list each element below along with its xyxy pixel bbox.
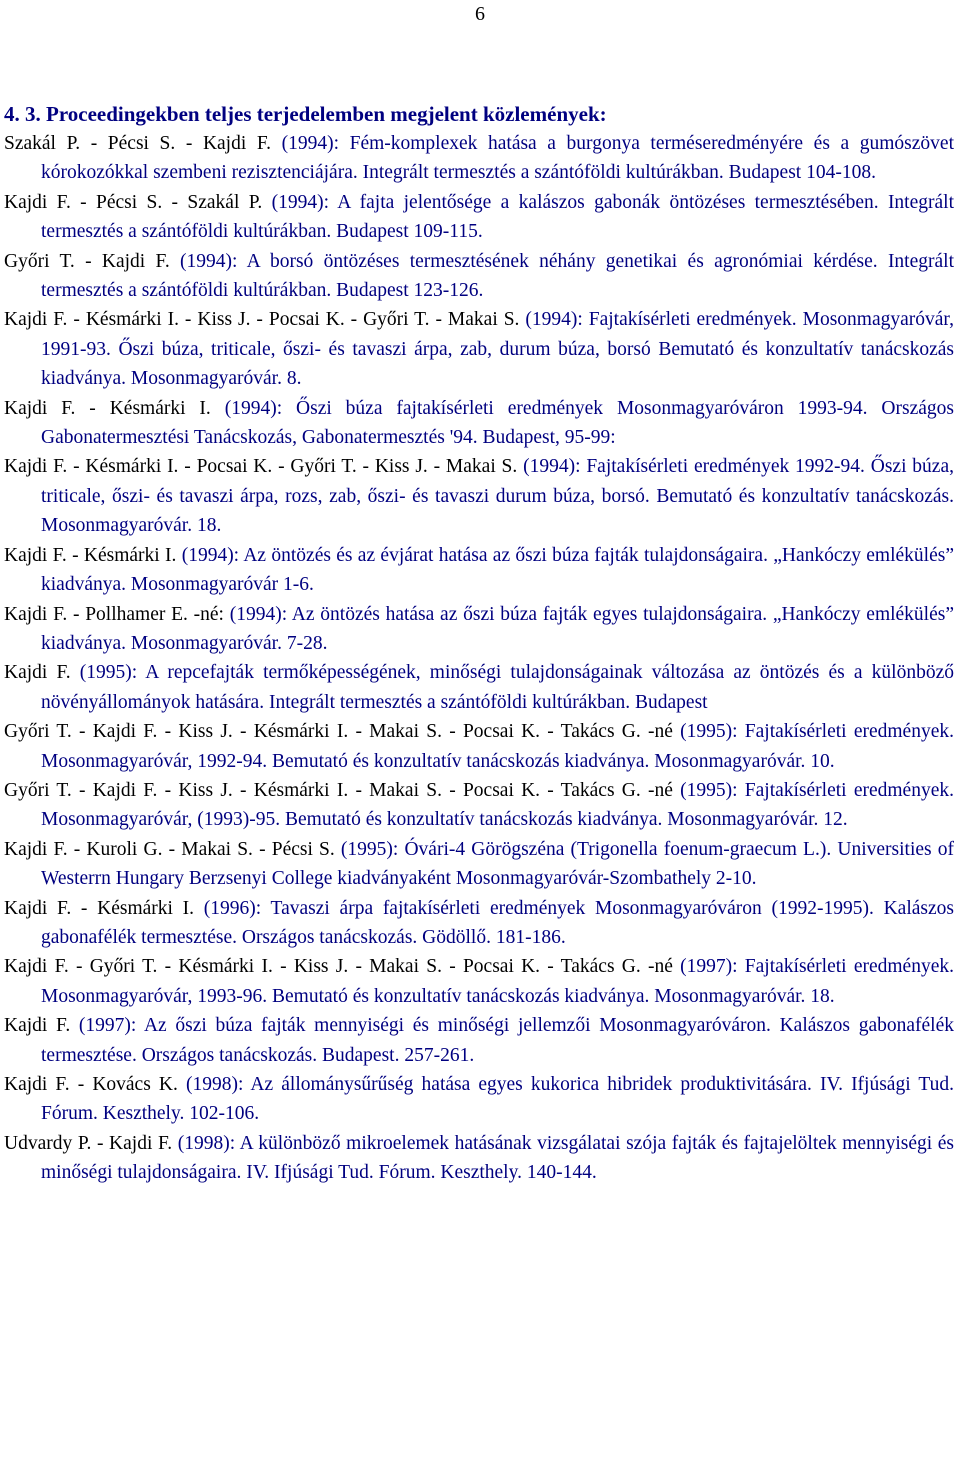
reference-item: [4, 247, 954, 306]
reference-authors: Szakál P. - Pécsi S. - Kajdi F.: [4, 133, 272, 154]
reference-authors: Győri T. - Kajdi F. - Kiss J. - Késmárki I. - Makai S. - Pocsai K. - Takács G. -né: [4, 721, 673, 743]
reference-item: [4, 952, 954, 1011]
reference-authors: Kajdi F. - Kuroli G. - Makai S. - Pécsi S.: [4, 838, 335, 860]
reference-item: [4, 305, 954, 393]
reference-text: (1994): Fajtakísérleti eredmények 1992-94. Őszi búza, triticale, őszi- és tavaszi árpa, rozs, zab, őszi- és tavaszi durum búza, borsó. Bemutató és konzultatív tanácskozás. Mosonmagyaróvár. 18.: [41, 456, 954, 537]
reference-item: [4, 776, 954, 835]
reference-authors: Győri T. - Kajdi F. - Kiss J. - Késmárki I. - Makai S. - Pocsai K. - Takács G. -né: [4, 779, 673, 801]
reference-item: [4, 600, 954, 659]
reference-authors: Kajdi F. - Pécsi S. - Szakál P.: [4, 191, 263, 213]
reference-authors: Kajdi F.: [4, 662, 71, 684]
reference-text: (1998): A különböző mikroelemek hatásának vizsgálatai szója fajták és fajtajelöltek mennyiségi és minőségi tulajdonságaira. IV. Ifjúsági Tud. Fórum. Keszthely. 140-144.: [41, 1132, 955, 1184]
reference-text: (1994): Őszi búza fajtakísérleti eredmények Mosonmagyaróváron 1993-94. Országos Gabonatermesztési Tanácskozás, Gabonatermesztés '94. Budapest, 95-99:: [41, 397, 954, 449]
reference-authors: Kajdi F. - Késmárki I.: [4, 397, 211, 419]
reference-authors: Kajdi F. - Győri T. - Késmárki I. - Kiss J. - Makai S. - Pocsai K. - Takács G. -né: [4, 956, 673, 978]
reference-authors: Kajdi F. - Késmárki I. - Pocsai K. - Győri T. - Kiss J. - Makai S.: [4, 456, 518, 478]
reference-authors: Kajdi F. - Késmárki I. - Kiss J. - Pocsai K. - Győri T. - Makai S.: [4, 309, 520, 331]
reference-text: (1995): A repcefajták termőképességének, minőségi tulajdonságainak változása az öntözés és a különböző növényállományok hatására. Integrált termesztés a szántóföldi kultúrákban. Budapest: [41, 662, 955, 713]
reference-authors: Kajdi F. - Késmárki I.: [4, 897, 195, 919]
reference-authors: Kajdi F. - Késmárki I.: [4, 544, 177, 566]
reference-list: [4, 129, 954, 1188]
document-body: [4, 99, 954, 1188]
reference-item: [4, 1070, 954, 1129]
reference-item: [4, 129, 954, 188]
reference-authors: Kajdi F. - Kovács K.: [4, 1074, 178, 1095]
reference-item: [4, 658, 954, 717]
reference-item: [4, 394, 954, 453]
reference-item: [4, 1129, 954, 1188]
reference-text: (1994): Az öntözés hatása az őszi búza fajták egyes tulajdonságaira. „Hankóczy emlékülés” kiadványa. Mosonmagyaróvár. 7-28.: [41, 603, 954, 654]
reference-item: [4, 452, 954, 540]
reference-text: (1994): A fajta jelentősége a kalászos gabonák öntözéses termesztésében. Integrált termesztés a szántóföldi kultúrákban. Budapest 109-115.: [41, 191, 954, 243]
reference-text: (1998): Az állománysűrűség hatása egyes kukorica hibridek produktivitására. IV. Ifjúsági Tud. Fórum. Keszthely. 102-106.: [41, 1074, 954, 1125]
reference-text: (1994): Fém-komplexek hatása a burgonya terméseredményére és a gumószövet kórokozókkal szembeni rezisztenciájára. Integrált termesztés a szántóföldi kultúrákban. Budapest 104-108.: [41, 133, 954, 184]
reference-authors: Kajdi F. - Pollhamer E. -né:: [4, 603, 224, 625]
reference-item: [4, 894, 954, 953]
reference-authors: Udvardy P. - Kajdi F.: [4, 1132, 173, 1154]
reference-text: (1996): Tavaszi árpa fajtakísérleti eredmények Mosonmagyaróváron (1992-1995). Kalászos gabonafélék termesztése. Országos tanácskozás. Gödöllő. 181-186.: [41, 897, 954, 948]
reference-item: [4, 835, 954, 894]
reference-text: (1994): Az öntözés és az évjárat hatása az őszi búza fajták tulajdonságaira. „Hankóczy emlékülés” kiadványa. Mosonmagyaróvár 1-6.: [41, 544, 954, 596]
reference-text: (1995): Fajtakísérleti eredmények. Mosonmagyaróvár, (1993)-95. Bemutató és konzultatív tanácskozás kiadványa. Mosonmagyaróvár. 12.: [41, 779, 954, 831]
reference-item: [4, 1011, 954, 1070]
reference-authors: Kajdi F.: [4, 1015, 71, 1037]
reference-text: (1994): A borsó öntözéses termesztésének néhány genetikai és agronómiai kérdése. Integrált termesztés a szántóföldi kultúrákban. Budapest 123-126.: [41, 250, 954, 302]
reference-text: (1995): Óvári-4 Görögszéna (Trigonella foenum-graecum L.). Universities of Westerrn Hungary Berzsenyi College kiadványaként Mosonmagyaróvár-Szombathely 2-10.: [41, 838, 954, 890]
reference-text: (1994): Fajtakísérleti eredmények. Mosonmagyaróvár, 1991-93. Őszi búza, triticale, őszi- és tavaszi árpa, zab, durum búza, borsó Bemutató és konzultatív tanácskozás kiadványa. Mosonmagyaróvár. 8.: [41, 309, 954, 390]
reference-text: (1997): Fajtakísérleti eredmények. Mosonmagyaróvár, 1993-96. Bemutató és konzultatív tanácskozás kiadványa. Mosonmagyaróvár. 18.: [41, 956, 954, 1007]
reference-item: [4, 188, 954, 247]
reference-item: [4, 541, 954, 600]
reference-item: [4, 717, 954, 776]
reference-authors: Győri T. - Kajdi F.: [4, 250, 170, 272]
page-number: 6: [475, 3, 485, 25]
section-heading: 4. 3. Proceedingekben teljes terjedelemben megjelent közlemények:: [4, 102, 607, 126]
reference-text: (1995): Fajtakísérleti eredmények. Mosonmagyaróvár, 1992-94. Bemutató és konzultatív tanácskozás kiadványa. Mosonmagyaróvár. 10.: [41, 721, 954, 772]
reference-text: (1997): Az őszi búza fajták mennyiségi és minőségi jellemzői Mosonmagyaróváron. Kalászos gabonafélék termesztése. Országos tanácskozás. Budapest. 257-261.: [41, 1015, 954, 1066]
